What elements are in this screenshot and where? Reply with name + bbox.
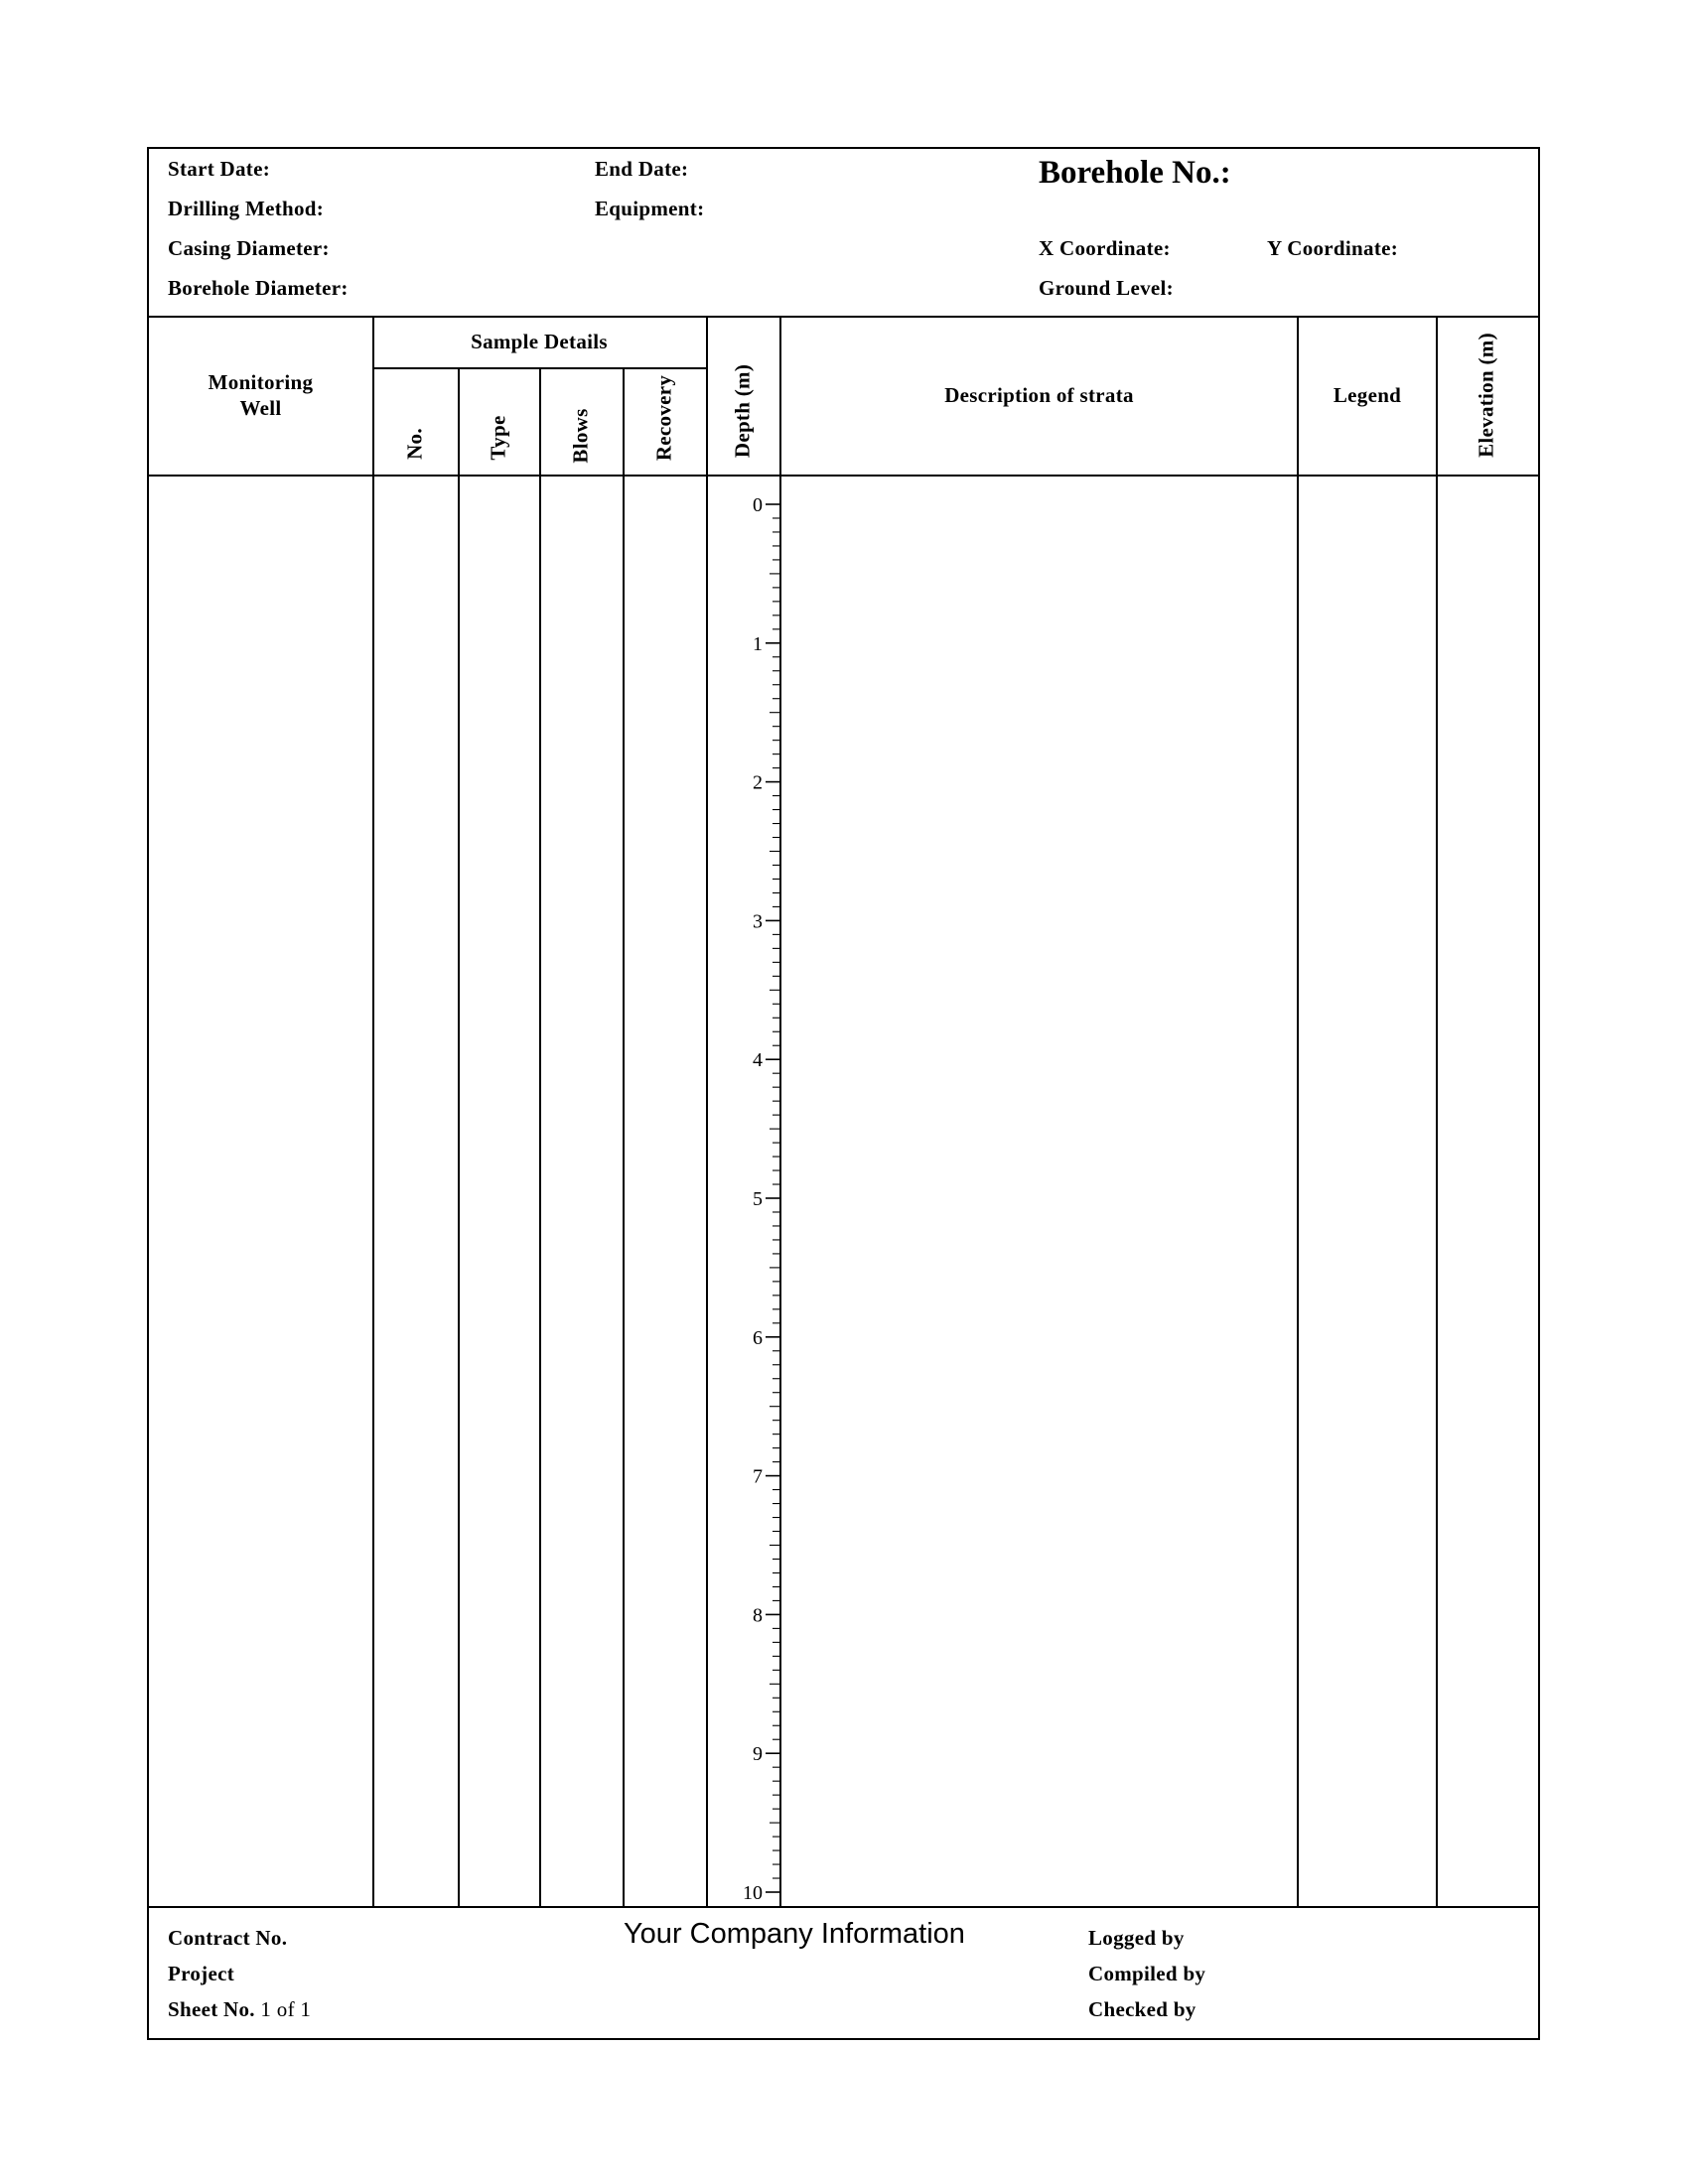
- borehole-log-sheet: [147, 147, 1540, 2040]
- equipment-label: Equipment:: [595, 197, 705, 220]
- elevation-header: Elevation (m): [1474, 333, 1498, 458]
- sample-details-header: Sample Details: [471, 330, 608, 353]
- logged-by-label: Logged by: [1088, 1926, 1185, 1950]
- x-coordinate-label: X Coordinate:: [1039, 236, 1171, 260]
- legend-header: Legend: [1333, 383, 1402, 407]
- depth-tick-label: 2: [753, 771, 763, 794]
- depth-tick-label: 6: [753, 1326, 763, 1349]
- sheet-no: [168, 1997, 311, 2022]
- depth-tick-label: 8: [753, 1604, 763, 1627]
- no-header: No.: [402, 428, 427, 460]
- depth-header: Depth (m): [730, 363, 755, 459]
- y-coordinate-label: Y Coordinate:: [1267, 236, 1399, 260]
- depth-tick-label: 7: [753, 1465, 763, 1488]
- casing-diameter-label: Casing Diameter:: [168, 236, 330, 260]
- depth-tick-label: 1: [753, 632, 763, 655]
- end-date-label: End Date:: [595, 157, 689, 181]
- sheet-no-value: 1 of 1: [260, 1997, 312, 2021]
- depth-scale: [149, 149, 1538, 2038]
- start-date-label: Start Date:: [168, 157, 271, 181]
- description-header: Description of strata: [944, 383, 1134, 407]
- project-label: Project: [168, 1962, 234, 1985]
- type-header: Type: [486, 415, 510, 461]
- contract-no-label: Contract No.: [168, 1926, 288, 1950]
- checked-by-label: Checked by: [1088, 1997, 1196, 2021]
- borehole-no-label: Borehole No.:: [1039, 155, 1231, 191]
- depth-tick-label: 10: [743, 1882, 763, 1904]
- ground-level-label: Ground Level:: [1039, 276, 1174, 300]
- compiled-by-label: Compiled by: [1088, 1962, 1206, 1985]
- company-info: Your Company Information: [624, 1918, 965, 1950]
- drilling-method-label: Drilling Method:: [168, 197, 325, 220]
- monitoring-well-line1: Monitoring: [208, 370, 314, 394]
- depth-tick-label: 5: [753, 1188, 763, 1210]
- depth-tick-label: 4: [753, 1049, 763, 1072]
- sheet-no-label: Sheet No.: [168, 1997, 255, 2021]
- depth-tick-label: 0: [753, 494, 763, 516]
- recovery-header: Recovery: [651, 374, 676, 462]
- blows-header: Blows: [568, 408, 593, 464]
- depth-tick-label: 9: [753, 1743, 763, 1766]
- depth-tick-label: 3: [753, 910, 763, 933]
- monitoring-well-line2: Well: [239, 396, 282, 420]
- borehole-diameter-label: Borehole Diameter:: [168, 276, 349, 300]
